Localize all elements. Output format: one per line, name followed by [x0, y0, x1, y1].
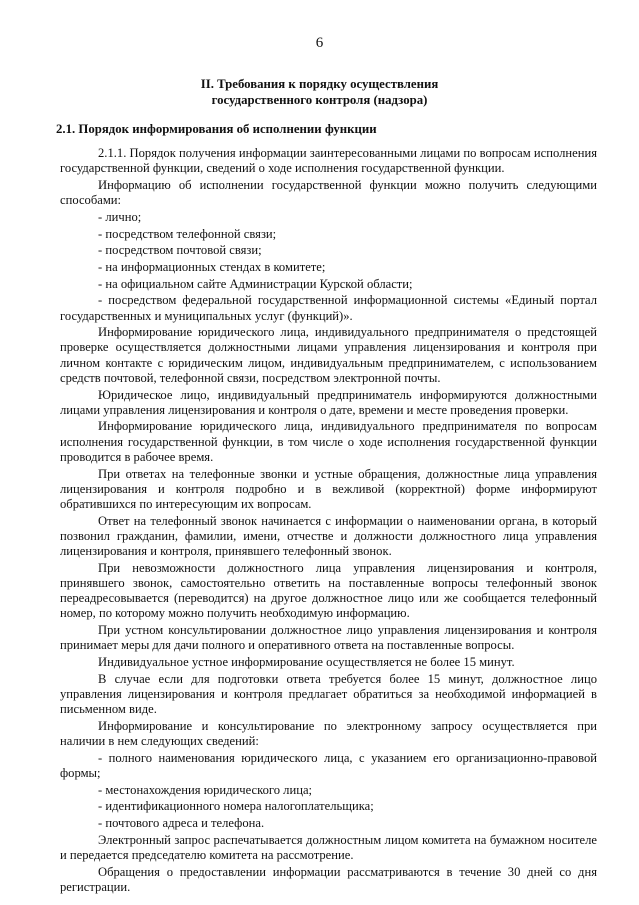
list-item: - на информационных стендах в комитете;	[98, 259, 326, 274]
list-item: - на официальном сайте Администрации Курской области;	[98, 276, 413, 291]
section-title	[0, 76, 639, 108]
paragraph: Информацию об исполнении государственной функции можно получить следующими способами:	[60, 177, 597, 208]
list-item: - посредством федеральной государственной информационной системы «Единый портал государственных и муниципальных услуг (функций)».	[60, 293, 597, 323]
subsection-title: 2.1. Порядок информирования об исполнении функции	[56, 122, 377, 136]
paragraph: Юридическое лицо, индивидуальный предприниматель информируются должностными лицами управления лицензирования и контроля о дате, времени и месте проведения проверки.	[60, 387, 597, 417]
section-title-line-1: II. Требования к порядку осуществления	[200, 77, 439, 91]
list-item: - посредством почтовой связи;	[98, 243, 262, 258]
list-item: - местонахождения юридического лица;	[98, 782, 313, 797]
paragraph: В случае если для подготовки ответа требуется более 15 минут, должностное лицо управления лицензирования и контроля предлагает обратиться за необходимой информацией в письменном виде.	[60, 671, 597, 717]
paragraph: Ответ на телефонный звонок начинается с информации о наименовании органа, в который позвонил гражданин, фамилии, имени, отчестве и должности должностного лица управления лицензирования и контроля, принявшего телефонный звонок.	[60, 513, 597, 559]
list-item: - идентификационного номера налогоплательщика;	[98, 799, 374, 814]
paragraph: Электронный запрос распечатывается должностным лицом комитета на бумажном носителе и передается председателю комитета на рассмотрение.	[60, 832, 597, 862]
paragraph: Информирование юридического лица, индивидуального предпринимателя о предстоящей проверке осуществляется должностными лицами управления лицензирования и контроля при личном контакте с юридическим лицом, индивидуальным предпринимателем, с использованием средств почтовой, телефонной связи, посредством электронной почты.	[60, 325, 597, 385]
paragraph: Информирование и консультирование по электронному запросу осуществляется при наличии в нем следующих сведений:	[60, 718, 597, 749]
list-item: - почтового адреса и телефона.	[98, 816, 265, 831]
list-item: - полного наименования юридического лица, с указанием его организационно-правовой формы;	[60, 750, 597, 780]
paragraph: Индивидуальное устное информирование осуществляется не более 15 минут.	[98, 655, 515, 669]
paragraph: 2.1.1. Порядок получения информации заинтересованными лицами по вопросам исполнения государственной функции, сведений о ходе исполнения государственной функции.	[60, 146, 597, 176]
page-number: 6	[315, 35, 324, 51]
section-title-line-2: государственного контроля (надзора)	[211, 93, 428, 107]
document-body	[60, 146, 597, 897]
paragraph: Обращения о предоставлении информации рассматриваются в течение 30 дней со дня регистрации.	[60, 864, 597, 894]
list-item: - посредством телефонной связи;	[98, 226, 277, 241]
paragraph: При ответах на телефонные звонки и устные обращения, должностные лица управления лицензирования и контроля подробно и в вежливой (корректной) форме информируют обратившихся по интересующим их вопросам.	[60, 466, 597, 511]
paragraph: Информирование юридического лица, индивидуального предпринимателя по вопросам исполнения государственной функции, в том числе о ходе исполнения государственной функции проводится в рабочее время.	[60, 419, 597, 464]
paragraph: При невозможности должностного лица управления лицензирования и контроля, принявшего звонок, самостоятельно ответить на поставленные вопросы телефонный звонок переадресовывается (переводится) на другое должностное лицо или же сообщается телефонный номер, по которому можно получить необходимую информацию.	[60, 560, 597, 621]
list-item: - лично;	[98, 209, 142, 224]
paragraph: При устном консультировании должностное лицо управления лицензирования и контроля принимает меры для дачи полного и оперативного ответа на поставленные вопросы.	[60, 623, 597, 653]
